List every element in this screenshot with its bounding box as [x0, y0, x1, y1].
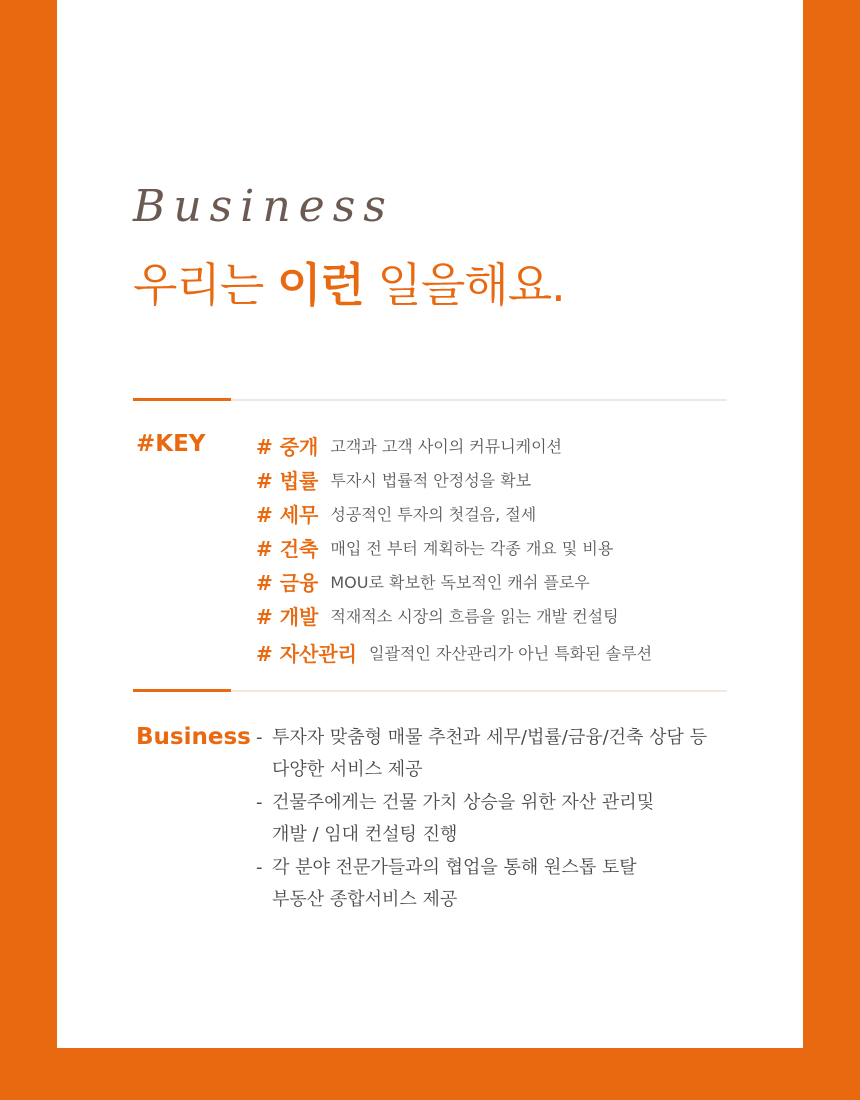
divider-accent [133, 689, 231, 692]
key-list [256, 428, 652, 669]
bullet-dash: - [256, 727, 263, 748]
key-item [256, 598, 652, 632]
key-desc: 매입 전 부터 계획하는 각종 개요 및 비용 [330, 538, 614, 558]
key-item [256, 530, 652, 564]
business-item [256, 787, 736, 851]
bullet-dash: - [256, 857, 263, 878]
bullet-dash: - [256, 792, 263, 813]
headline-bold-text: 이런 [276, 258, 364, 312]
script-title: Business [133, 181, 394, 232]
business-item-line: 부동산 종합서비스 제공 [272, 889, 458, 910]
business-item [256, 722, 736, 786]
key-item [256, 496, 652, 530]
key-tag: # 금융 [256, 570, 319, 595]
key-tag: # 건축 [256, 536, 319, 561]
key-tag: # 중개 [256, 434, 319, 459]
headline-text-before: 우리는 [133, 258, 277, 312]
key-desc: 적재적소 시장의 흐름을 읽는 개발 컨설팅 [330, 606, 619, 626]
business-item-line: 다양한 서비스 제공 [272, 759, 423, 780]
key-item [256, 564, 652, 598]
business-item [256, 852, 736, 916]
divider-business [133, 690, 727, 692]
key-desc: 투자시 법률적 안정성을 확보 [330, 470, 532, 490]
key-tag: # 법률 [256, 468, 319, 493]
key-item [256, 428, 652, 462]
key-tag: # 세무 [256, 502, 319, 527]
business-item-line: 투자자 맞춤형 매물 추천과 세무/법률/금융/건축 상담 등 [272, 727, 708, 748]
business-item-line: 개발 / 임대 컨설팅 진행 [272, 824, 458, 845]
key-tag: # 개발 [256, 604, 319, 629]
key-item [256, 462, 652, 496]
key-desc: 고객과 고객 사이의 커뮤니케이션 [330, 436, 563, 456]
key-tag: # 자산관리 [256, 641, 358, 666]
key-section-label: #KEY [136, 431, 206, 457]
key-desc: 성공적인 투자의 첫걸음, 절세 [330, 504, 537, 524]
headline-text-after: 일을해요. [363, 258, 565, 312]
business-section-label: Business [136, 724, 251, 750]
key-desc: MOU로 확보한 독보적인 캐쉬 플로우 [330, 572, 590, 592]
business-item-line: 각 분야 전문가들과의 협업을 통해 원스톱 토탈 [272, 857, 637, 878]
divider-key [133, 399, 727, 401]
key-item [256, 635, 652, 669]
page-headline [133, 258, 565, 312]
business-list [256, 722, 736, 917]
key-desc: 일괄적인 자산관리가 아닌 특화된 솔루션 [369, 643, 653, 663]
business-item-line: 건물주에게는 건물 가치 상승을 위한 자산 관리및 [272, 792, 655, 813]
divider-accent [133, 398, 231, 401]
